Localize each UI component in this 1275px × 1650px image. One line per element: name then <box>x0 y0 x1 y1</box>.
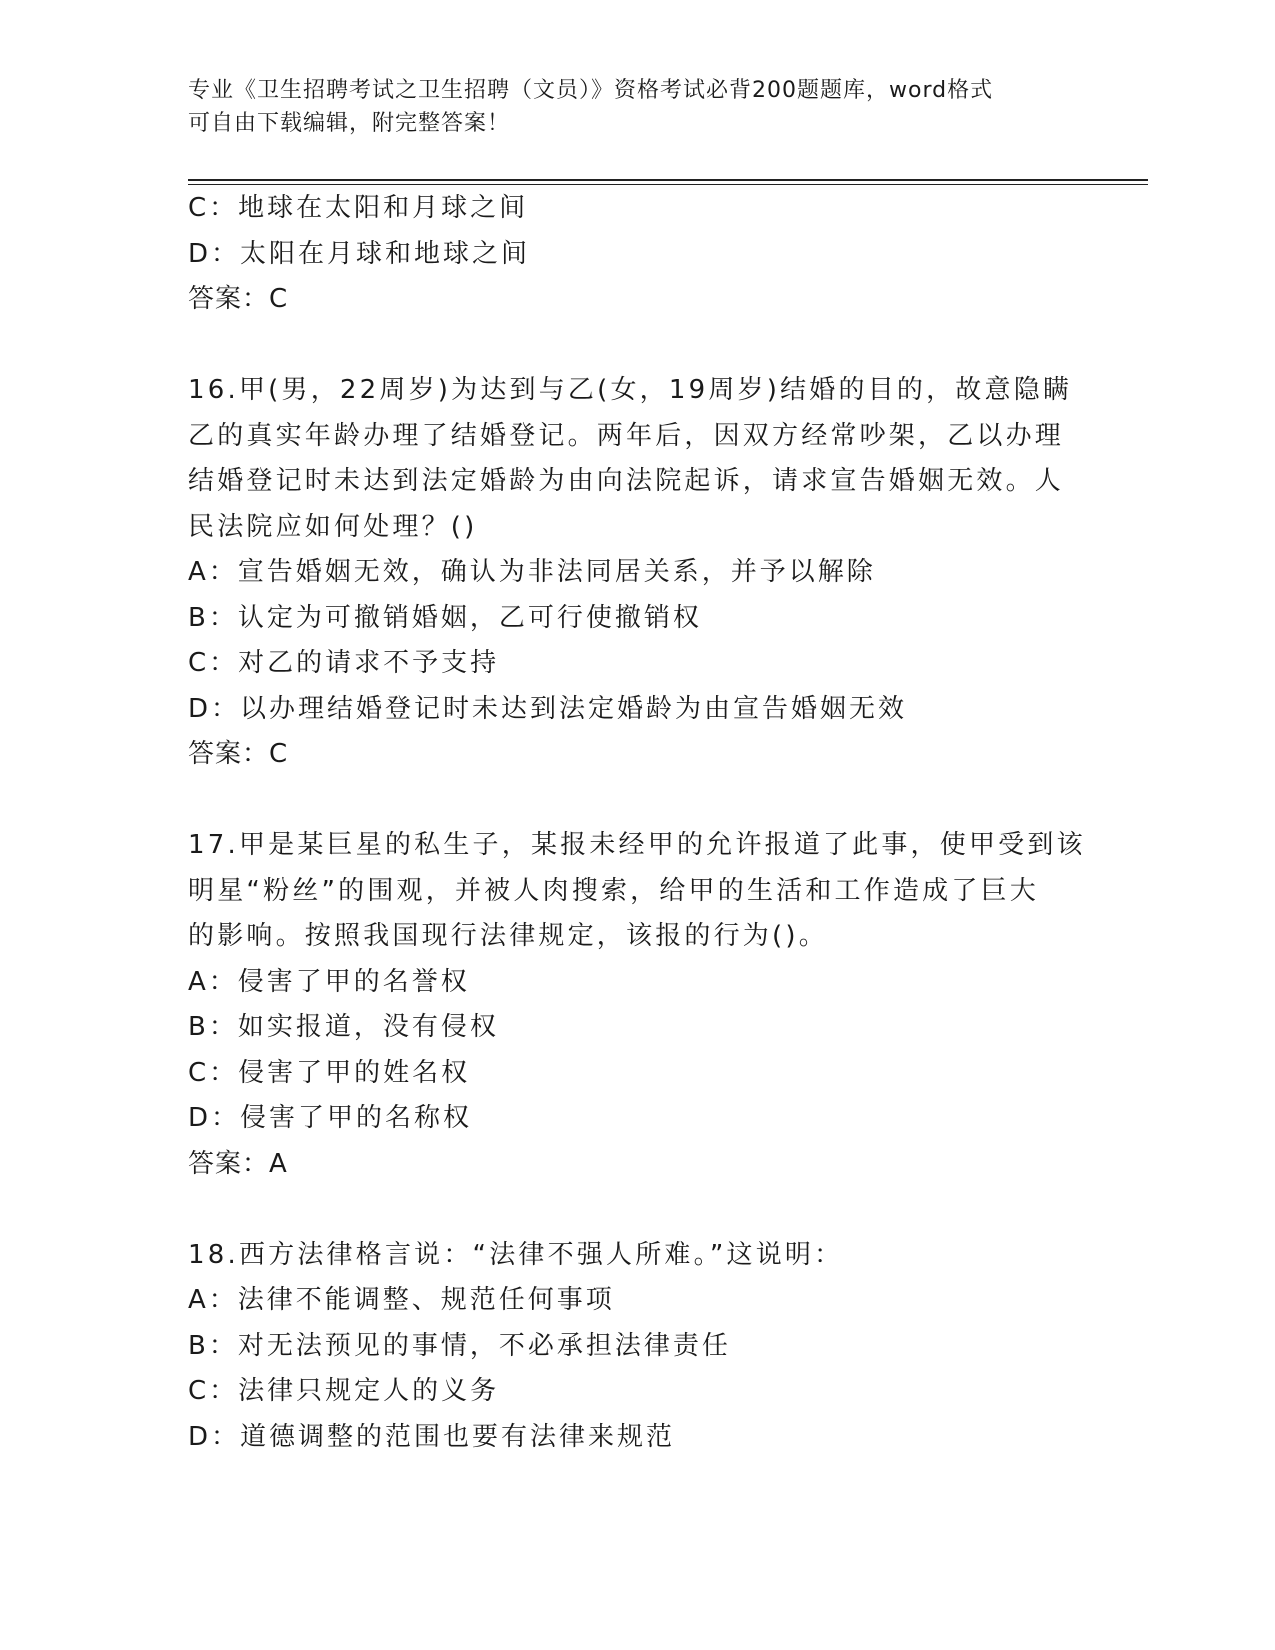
question-text-line: 16.甲(男，22周岁)为达到与乙(女，19周岁)结婚的目的，故意隐瞒 <box>188 375 1073 405</box>
header-line-2: 可自由下载编辑，附完整答案！ <box>188 111 511 136</box>
question-17 <box>188 823 1088 1187</box>
question-text-line: 明星“粉丝”的围观，并被人肉搜索，给甲的生活和工作造成了巨大 <box>188 875 1039 906</box>
option-c: C：法律只规定人的义务 <box>188 1376 500 1406</box>
question-gap <box>188 1187 1088 1233</box>
answer-line: 答案：C <box>188 284 289 314</box>
question-gap <box>188 323 1088 369</box>
question-18 <box>188 1233 1088 1461</box>
question-text-line: 18.西方法律格言说：“法律不强人所难。”这说明： <box>188 1239 844 1270</box>
header-divider-thick <box>188 179 1148 181</box>
option-d: D：侵害了甲的名称权 <box>188 1103 473 1133</box>
option-a: A：法律不能调整、规范任何事项 <box>188 1285 615 1315</box>
question-text <box>188 368 1088 550</box>
question-gap <box>188 778 1088 824</box>
option-b: B：认定为可撤销婚姻，乙可行使撤销权 <box>188 602 702 633</box>
document-body <box>188 186 1088 1460</box>
option-a: A：宣告婚姻无效，确认为非法同居关系，并予以解除 <box>188 557 876 587</box>
question-text-line: 民法院应如何处理？() <box>188 511 478 542</box>
question-text-line: 结婚登记时未达到法定婚龄为由向法院起诉，请求宣告婚姻无效。人 <box>188 466 1065 496</box>
question-continued <box>188 186 1088 323</box>
option-d: D：以办理结婚登记时未达到法定婚龄为由宣告婚姻无效 <box>188 693 908 724</box>
option-c: C：地球在太阳和月球之间 <box>188 193 529 223</box>
option-b: B：如实报道，没有侵权 <box>188 1012 499 1042</box>
header-line-1: 专业《卫生招聘考试之卫生招聘（文员）》资格考试必背200题题库，word格式 <box>188 78 994 103</box>
question-text <box>188 823 1088 960</box>
question-text-line: 乙的真实年龄办理了结婚登记。两年后，因双方经常吵架，乙以办理 <box>188 420 1065 451</box>
option-a: A：侵害了甲的名誉权 <box>188 966 470 997</box>
question-text-line: 的影响。按照我国现行法律规定，该报的行为()。 <box>188 921 828 951</box>
answer-line: 答案：C <box>188 739 289 769</box>
option-d: D：太阳在月球和地球之间 <box>188 238 531 269</box>
option-c: C：侵害了甲的姓名权 <box>188 1057 471 1088</box>
question-text <box>188 1233 1088 1279</box>
header-divider-thin <box>188 184 1148 185</box>
option-c: C：对乙的请求不予支持 <box>188 648 500 678</box>
option-d: D：道德调整的范围也要有法律来规范 <box>188 1421 676 1452</box>
option-b: B：对无法预见的事情，不必承担法律责任 <box>188 1330 731 1361</box>
question-text-line: 17.甲是某巨星的私生子，某报未经甲的允许报道了此事，使甲受到该 <box>188 830 1086 860</box>
document-header <box>188 74 1088 140</box>
answer-line: 答案：A <box>188 1148 288 1179</box>
question-16 <box>188 368 1088 778</box>
